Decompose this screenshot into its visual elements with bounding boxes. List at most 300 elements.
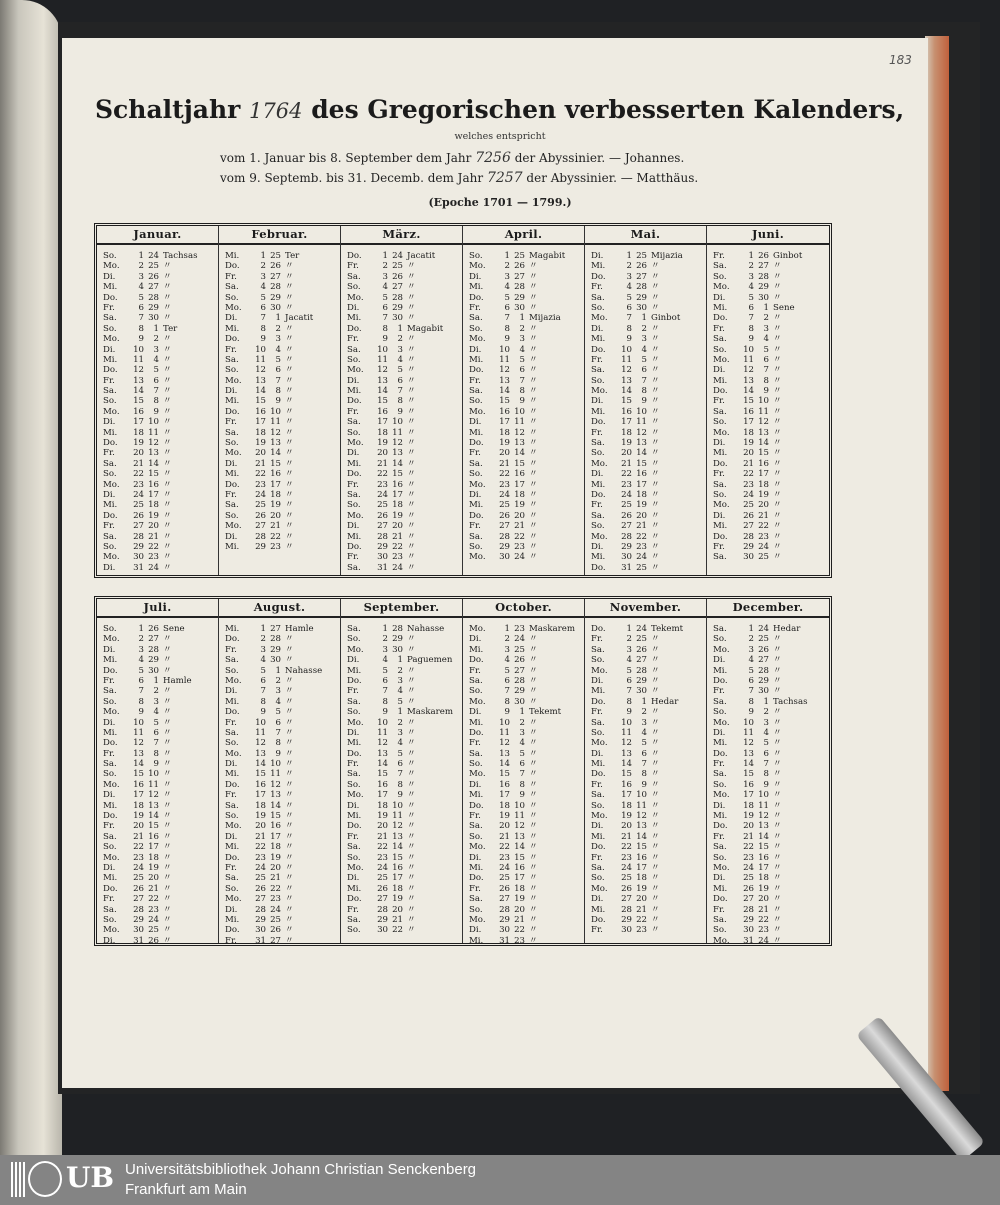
day-ad-cell: 23 [758, 925, 769, 936]
day-ad-cell: 11 [392, 427, 403, 438]
day-ad-cell: 1 [397, 655, 403, 666]
day-row [463, 334, 584, 344]
day-mn-cell: 〃 [773, 531, 782, 542]
day-ad-cell: 25 [270, 251, 281, 261]
day-wd-cell: Di. [103, 344, 116, 355]
day-gd-cell: 1 [748, 624, 754, 634]
day-mn-cell: 〃 [773, 406, 782, 417]
day-gd-cell: 18 [133, 800, 144, 811]
day-mn-cell: 〃 [529, 842, 538, 853]
day-gd-cell: 5 [504, 292, 510, 303]
day-ad-cell: 3 [153, 344, 159, 355]
day-gd-cell: 12 [743, 738, 754, 749]
day-gd-cell: 19 [255, 438, 266, 449]
day-mn-cell: 〃 [163, 292, 172, 303]
day-ad-cell: 23 [758, 531, 769, 542]
day-row [341, 905, 462, 915]
day-gd-cell: 27 [743, 521, 754, 532]
day-mn-cell: 〃 [651, 261, 660, 272]
day-mn-cell: 〃 [163, 790, 172, 801]
day-gd-cell: 21 [133, 831, 144, 842]
day-row [585, 801, 706, 811]
day-mn-cell: 〃 [407, 665, 416, 676]
day-mn-cell: 〃 [651, 800, 660, 811]
day-mn-cell: Maskarem [407, 707, 454, 718]
day-wd-cell: Do. [591, 489, 606, 500]
day-mn-cell: 〃 [285, 469, 294, 480]
day-gd-cell: 1 [748, 251, 754, 261]
day-ad-cell: 23 [636, 541, 647, 552]
day-wd-cell: So. [469, 396, 483, 407]
day-ad-cell: 26 [148, 935, 159, 946]
day-mn-cell: 〃 [529, 302, 538, 313]
day-wd-cell: Mo. [469, 552, 486, 563]
day-ad-cell: 1 [641, 696, 647, 707]
day-row [463, 251, 584, 261]
day-gd-cell: 16 [255, 779, 266, 790]
day-wd-cell: Do. [225, 479, 240, 490]
day-gd-cell: 6 [382, 302, 388, 313]
day-ad-cell: 19 [270, 500, 281, 511]
day-row [707, 925, 829, 935]
day-wd-cell: Mo. [103, 552, 120, 563]
day-row [219, 634, 340, 644]
day-gd-cell: 21 [743, 458, 754, 469]
day-gd-cell: 8 [138, 323, 144, 334]
day-ad-cell: 2 [763, 707, 769, 718]
day-ad-cell: 17 [636, 479, 647, 490]
day-ad-cell: 13 [636, 821, 647, 832]
day-mn-cell: 〃 [285, 759, 294, 770]
day-row [463, 728, 584, 738]
day-gd-cell: 18 [621, 427, 632, 438]
day-ad-cell: 24 [514, 552, 525, 563]
day-gd-cell: 31 [255, 935, 266, 946]
day-wd-cell: Fr. [713, 396, 725, 407]
day-gd-cell: 1 [626, 624, 632, 634]
day-ad-cell: 9 [763, 779, 769, 790]
day-ad-cell: 22 [636, 914, 647, 925]
day-gd-cell: 31 [499, 935, 510, 946]
day-gd-cell: 15 [255, 769, 266, 780]
day-wd-cell: Fr. [347, 479, 359, 490]
day-ad-cell: 27 [148, 634, 159, 645]
day-row [585, 707, 706, 717]
day-mn-cell: 〃 [773, 479, 782, 490]
day-ad-cell: 12 [270, 779, 281, 790]
day-gd-cell: 29 [621, 541, 632, 552]
day-gd-cell: 12 [743, 365, 754, 376]
day-ad-cell: 28 [758, 665, 769, 676]
day-wd-cell: Sa. [347, 344, 361, 355]
day-ad-cell: 17 [270, 831, 281, 842]
day-wd-cell: Do. [469, 873, 484, 884]
day-gd-cell: 2 [748, 261, 754, 272]
day-row [707, 303, 829, 313]
day-mn-cell: 〃 [773, 282, 782, 293]
day-mn-cell: 〃 [163, 417, 172, 428]
day-mn-cell: 〃 [285, 686, 294, 697]
day-mn-cell: 〃 [285, 261, 294, 272]
day-gd-cell: 8 [382, 323, 388, 334]
day-mn-cell: 〃 [529, 800, 538, 811]
day-gd-cell: 5 [138, 292, 144, 303]
day-row [219, 386, 340, 396]
day-ad-cell: 24 [148, 914, 159, 925]
day-row [219, 853, 340, 863]
day-mn-cell: 〃 [285, 800, 294, 811]
day-mn-cell: 〃 [285, 821, 294, 832]
day-gd-cell: 30 [621, 552, 632, 563]
day-row [707, 480, 829, 490]
day-mn-cell: 〃 [529, 769, 538, 780]
day-row [707, 365, 829, 375]
day-row [463, 355, 584, 365]
day-mn-cell: 〃 [651, 458, 660, 469]
day-wd-cell: So. [103, 251, 117, 261]
day-wd-cell: Fr. [591, 852, 603, 863]
day-wd-cell: Mo. [469, 334, 486, 345]
day-gd-cell: 27 [133, 894, 144, 905]
day-mn-cell: 〃 [529, 862, 538, 873]
day-mn-cell: 〃 [407, 862, 416, 873]
day-mn-cell: 〃 [651, 469, 660, 480]
day-mn-cell: 〃 [529, 914, 538, 925]
day-row [463, 324, 584, 334]
day-gd-cell: 24 [133, 489, 144, 500]
day-wd-cell: Di. [347, 302, 360, 313]
day-mn-cell: 〃 [773, 717, 782, 728]
day-row [341, 821, 462, 831]
day-mn-cell: 〃 [529, 510, 538, 521]
day-gd-cell: 14 [499, 759, 510, 770]
day-mn-cell: 〃 [163, 386, 172, 397]
day-wd-cell: Mi. [347, 665, 362, 676]
day-gd-cell: 13 [133, 375, 144, 386]
day-mn-cell: 〃 [163, 717, 172, 728]
day-gd-cell: 8 [260, 696, 266, 707]
day-ad-cell: 13 [148, 800, 159, 811]
ub-logo [6, 1159, 116, 1199]
day-ad-cell: 6 [519, 759, 525, 770]
day-row [97, 634, 218, 644]
day-row [97, 666, 218, 676]
day-mn-cell: 〃 [407, 759, 416, 770]
day-gd-cell: 23 [133, 852, 144, 863]
day-ad-cell: 15 [270, 458, 281, 469]
day-ad-cell: 3 [153, 696, 159, 707]
day-wd-cell: Fr. [591, 925, 603, 936]
day-gd-cell: 13 [377, 748, 388, 759]
day-gd-cell: 14 [499, 386, 510, 397]
day-row [97, 386, 218, 396]
day-mn-cell: 〃 [529, 696, 538, 707]
day-mn-cell: Mijazia [529, 313, 561, 324]
day-row [707, 624, 829, 634]
day-ad-cell: 14 [270, 448, 281, 459]
day-wd-cell: Sa. [591, 438, 605, 449]
day-gd-cell: 18 [743, 800, 754, 811]
day-row [585, 790, 706, 800]
day-gd-cell: 18 [743, 427, 754, 438]
day-wd-cell: Di. [591, 396, 604, 407]
day-row [707, 438, 829, 448]
day-wd-cell: Di. [469, 779, 482, 790]
day-row [219, 780, 340, 790]
day-ad-cell: 10 [270, 759, 281, 770]
day-wd-cell: Mo. [347, 644, 364, 655]
day-mn-cell: 〃 [529, 344, 538, 355]
day-row [463, 925, 584, 935]
day-ad-cell: 13 [270, 438, 281, 449]
day-gd-cell: 29 [743, 914, 754, 925]
day-row [463, 272, 584, 282]
day-gd-cell: 11 [499, 354, 510, 365]
day-wd-cell: Mo. [225, 748, 242, 759]
day-ad-cell: 12 [148, 438, 159, 449]
day-ad-cell: 20 [148, 521, 159, 532]
day-row [219, 759, 340, 769]
day-ad-cell: 5 [275, 707, 281, 718]
day-wd-cell: Do. [347, 469, 362, 480]
day-wd-cell: Mi. [103, 800, 118, 811]
day-wd-cell: So. [225, 665, 239, 676]
day-mn-cell: Tekemt [529, 707, 562, 718]
day-wd-cell: Do. [591, 914, 606, 925]
day-row [463, 634, 584, 644]
day-wd-cell: Do. [103, 510, 118, 521]
day-ad-cell: 8 [763, 375, 769, 386]
day-mn-cell: 〃 [285, 323, 294, 334]
day-row [219, 873, 340, 883]
day-gd-cell: 8 [504, 323, 510, 334]
day-gd-cell: 18 [255, 427, 266, 438]
day-row [707, 666, 829, 676]
day-row [463, 686, 584, 696]
day-row [585, 749, 706, 759]
day-row [341, 801, 462, 811]
day-row [585, 563, 706, 573]
day-wd-cell: Mi. [225, 914, 240, 925]
day-mn-cell: 〃 [407, 852, 416, 863]
day-wd-cell: Do. [591, 769, 606, 780]
day-mn-cell: 〃 [285, 406, 294, 417]
day-gd-cell: 12 [255, 738, 266, 749]
day-mn-cell: 〃 [651, 925, 660, 936]
day-wd-cell: Mo. [225, 821, 242, 832]
day-gd-cell: 24 [499, 489, 510, 500]
day-mn-cell: 〃 [285, 790, 294, 801]
day-gd-cell: 5 [504, 665, 510, 676]
day-wd-cell: Mi. [713, 883, 728, 894]
day-mn-cell: 〃 [163, 686, 172, 697]
day-mn-cell: 〃 [651, 541, 660, 552]
day-mn-cell: Tachsas [163, 251, 198, 261]
day-row [219, 728, 340, 738]
day-wd-cell: Sa. [713, 769, 727, 780]
day-ad-cell: 28 [636, 665, 647, 676]
day-ad-cell: 27 [270, 624, 281, 634]
day-gd-cell: 2 [748, 634, 754, 645]
day-gd-cell: 21 [499, 458, 510, 469]
day-mn-cell: 〃 [163, 665, 172, 676]
day-ad-cell: 28 [392, 292, 403, 303]
day-row [707, 936, 829, 946]
day-mn-cell: 〃 [285, 707, 294, 718]
day-ad-cell: 3 [519, 727, 525, 738]
day-wd-cell: Sa. [103, 386, 117, 397]
day-ad-cell: 8 [641, 386, 647, 397]
day-wd-cell: Di. [225, 759, 238, 770]
day-gd-cell: 25 [621, 873, 632, 884]
day-row [219, 645, 340, 655]
day-row [97, 552, 218, 562]
day-wd-cell: Do. [713, 675, 728, 686]
day-gd-cell: 16 [377, 406, 388, 417]
day-row [97, 293, 218, 303]
day-wd-cell: Mi. [591, 686, 606, 697]
day-ad-cell: 28 [514, 282, 525, 293]
day-wd-cell: So. [103, 769, 117, 780]
day-gd-cell: 20 [133, 448, 144, 459]
day-mn-cell: 〃 [163, 510, 172, 521]
day-gd-cell: 30 [499, 925, 510, 936]
day-ad-cell: 11 [636, 417, 647, 428]
day-wd-cell: Sa. [347, 489, 361, 500]
day-row [219, 863, 340, 873]
day-wd-cell: Fr. [103, 894, 115, 905]
day-mn-cell: 〃 [773, 779, 782, 790]
day-row [341, 293, 462, 303]
day-wd-cell: Mo. [103, 334, 120, 345]
day-row [341, 521, 462, 531]
day-mn-cell: 〃 [651, 354, 660, 365]
day-row [585, 480, 706, 490]
day-row [219, 842, 340, 852]
day-gd-cell: 14 [377, 759, 388, 770]
day-mn-cell: 〃 [285, 479, 294, 490]
day-mn-cell: 〃 [773, 469, 782, 480]
day-gd-cell: 24 [255, 489, 266, 500]
line1-text-b: der Abyssinier. — Johannes. [514, 151, 685, 165]
day-row [707, 313, 829, 323]
correspondence-line-2 [220, 170, 698, 186]
day-ad-cell: 1 [397, 707, 403, 718]
day-wd-cell: Di. [347, 873, 360, 884]
day-mn-cell: 〃 [651, 686, 660, 697]
day-gd-cell: 14 [743, 759, 754, 770]
day-wd-cell: Di. [591, 541, 604, 552]
day-ad-cell: 19 [514, 894, 525, 905]
day-wd-cell: Fr. [347, 334, 359, 345]
day-ad-cell: 16 [148, 479, 159, 490]
day-mn-cell: Mijazia [651, 251, 683, 261]
day-wd-cell: Di. [103, 935, 116, 946]
day-row [97, 376, 218, 386]
day-row [97, 624, 218, 634]
day-mn-cell: 〃 [773, 500, 782, 511]
day-row [341, 853, 462, 863]
day-gd-cell: 16 [499, 406, 510, 417]
day-wd-cell: Mo. [103, 925, 120, 936]
day-gd-cell: 4 [504, 655, 510, 666]
day-mn-cell: 〃 [773, 334, 782, 345]
day-wd-cell: Sa. [713, 624, 727, 634]
day-wd-cell: Fr. [713, 323, 725, 334]
day-gd-cell: 1 [260, 624, 266, 634]
day-gd-cell: 11 [255, 727, 266, 738]
day-ad-cell: 14 [758, 831, 769, 842]
day-gd-cell: 27 [621, 521, 632, 532]
day-ad-cell: 20 [636, 894, 647, 905]
day-wd-cell: Do. [591, 562, 606, 573]
day-mn-cell: 〃 [163, 427, 172, 438]
day-mn-cell: 〃 [651, 665, 660, 676]
day-row [463, 915, 584, 925]
day-gd-cell: 20 [133, 821, 144, 832]
day-row [219, 676, 340, 686]
day-wd-cell: So. [347, 500, 361, 511]
day-gd-cell: 11 [377, 727, 388, 738]
day-ad-cell: 12 [636, 427, 647, 438]
day-ad-cell: 27 [148, 282, 159, 293]
day-wd-cell: Sa. [103, 458, 117, 469]
day-mn-cell: 〃 [651, 521, 660, 532]
day-mn-cell: 〃 [651, 479, 660, 490]
day-mn-cell: 〃 [529, 386, 538, 397]
day-gd-cell: 18 [255, 800, 266, 811]
day-row [707, 645, 829, 655]
day-ad-cell: 15 [514, 852, 525, 863]
day-wd-cell: Mo. [225, 521, 242, 532]
day-gd-cell: 28 [133, 904, 144, 915]
day-row [219, 396, 340, 406]
day-gd-cell: 28 [255, 531, 266, 542]
day-row [463, 448, 584, 458]
day-gd-cell: 5 [260, 665, 266, 676]
day-mn-cell: Ter [285, 251, 300, 261]
day-row [707, 676, 829, 686]
day-row [219, 884, 340, 894]
day-wd-cell: Sa. [347, 562, 361, 573]
day-wd-cell: Do. [591, 696, 606, 707]
day-mn-cell: 〃 [163, 894, 172, 905]
day-row [97, 728, 218, 738]
day-row [585, 324, 706, 334]
day-wd-cell: Fr. [591, 354, 603, 365]
day-row [707, 521, 829, 531]
day-row [463, 655, 584, 665]
day-row [219, 769, 340, 779]
day-gd-cell: 28 [255, 904, 266, 915]
day-row [97, 801, 218, 811]
day-row [463, 707, 584, 717]
day-gd-cell: 16 [621, 779, 632, 790]
day-wd-cell: Di. [103, 644, 116, 655]
day-gd-cell: 9 [138, 707, 144, 718]
day-ad-cell: 20 [392, 521, 403, 532]
day-ad-cell: 8 [153, 748, 159, 759]
day-row [585, 313, 706, 323]
day-mn-cell: 〃 [773, 427, 782, 438]
day-mn-cell: 〃 [651, 510, 660, 521]
day-ad-cell: 21 [758, 904, 769, 915]
day-wd-cell: Fr. [347, 552, 359, 563]
day-ad-cell: 28 [148, 644, 159, 655]
day-wd-cell: Sa. [713, 406, 727, 417]
day-row [97, 272, 218, 282]
day-wd-cell: Fr. [469, 883, 481, 894]
